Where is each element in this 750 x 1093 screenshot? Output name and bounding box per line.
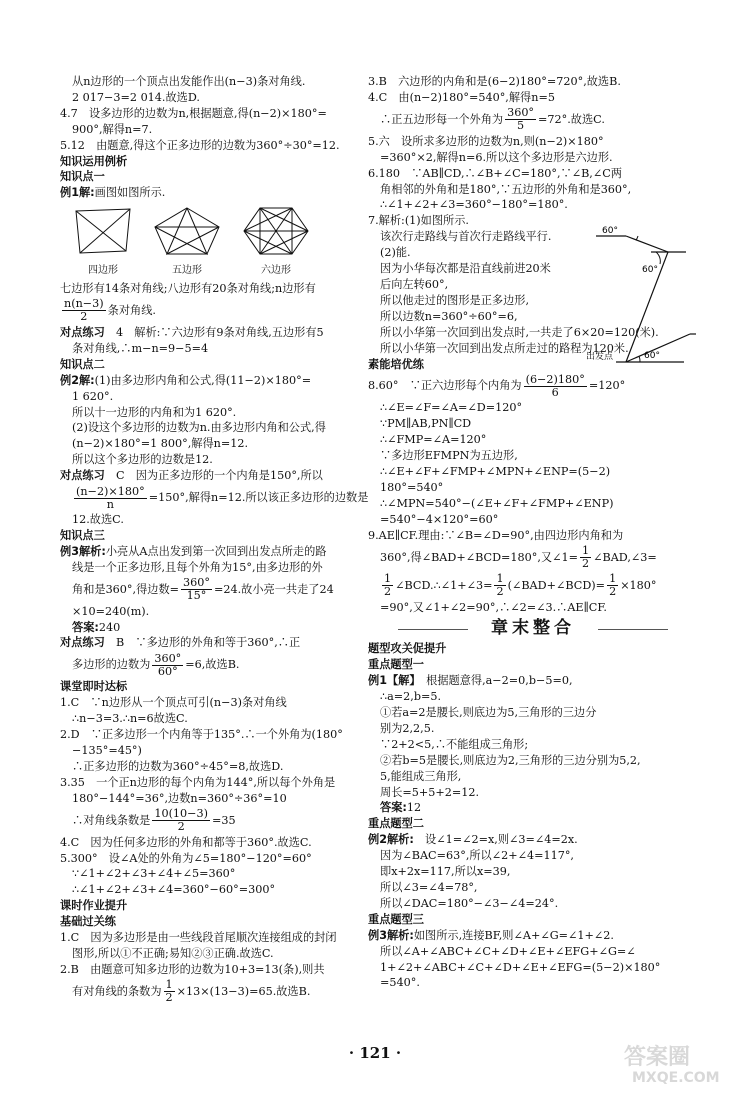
knowledge-point-heading: 知识点一 <box>60 170 105 184</box>
text-line: 设∠1=∠2=x,则∠3=∠4=2x. <box>425 833 578 847</box>
text-line: ∴∠MPN=540°−(∠E+∠F+∠FMP+∠ENP) <box>380 496 614 510</box>
text-line: ×13×(13−3)=65.故选B. <box>176 984 311 998</box>
text-line: 3.35 一个正n边形的每个内角为144°,所以每个外角是 <box>60 775 336 789</box>
practice-label: 对点练习 <box>60 636 105 650</box>
text-line: =24.故小亮一共走了24 <box>213 582 334 596</box>
fraction <box>181 577 212 602</box>
left-column <box>60 74 378 1006</box>
subsection-heading: 重点题型一 <box>368 658 424 672</box>
text-line: 所以∠3=∠4=78°, <box>380 880 478 894</box>
text-line: 从n边形的一个顶点出发能作出(n−3)条对角线. <box>72 75 306 88</box>
page-number: · 121 · <box>348 1044 402 1062</box>
watermark-url: MXQE.COM <box>632 1070 720 1086</box>
text-line: 2.B 由题意可知多边形的边数为10+3=13(条),则共 <box>60 962 325 976</box>
text-line: =35 <box>212 813 236 827</box>
text-line: ∴正多边形的边数为360°÷45°=8,故选D. <box>72 759 284 773</box>
angle-label: 60° <box>602 226 618 236</box>
text-line: 所以十一边形的内角和为1 620°. <box>72 405 237 419</box>
fraction <box>152 653 183 678</box>
text-line: ∴∠1+∠2+∠3+∠4=360°−60°=300° <box>72 883 276 897</box>
figure-quadrilateral <box>72 205 134 279</box>
text-line: ×180° <box>620 578 657 592</box>
text-line: 因为小华每次都是沿直线前进20米 <box>380 262 551 276</box>
text-line: 因为∠BAC=63°,所以∠2+∠4=117°, <box>380 849 574 863</box>
text-line: =120° <box>588 379 626 393</box>
fraction <box>382 573 393 598</box>
fraction-denominator: 2 <box>80 310 88 324</box>
text-line: 所以∠A+∠ABC+∠C+∠D+∠E+∠EFG+∠G=∠ <box>380 944 636 958</box>
text-line: =6,故选B. <box>185 658 240 672</box>
fraction <box>580 545 591 570</box>
figure-hexagon <box>240 205 312 279</box>
text-line: 900°,解得n=7. <box>72 122 153 136</box>
fraction <box>62 298 106 323</box>
text-line: 有对角线的条数为 <box>72 984 162 998</box>
example-label: 例1【解】 <box>368 674 415 688</box>
fraction <box>152 808 210 833</box>
text-line: ×10=240(m). <box>72 604 150 618</box>
fraction-numerator: (6−2)180° <box>525 372 585 386</box>
text-line: 条对角线. <box>107 303 156 317</box>
text-line: 2 017−3=2 014.故选D. <box>72 90 200 104</box>
fraction <box>524 374 587 399</box>
knowledge-point-heading: 知识点二 <box>60 357 105 371</box>
fraction-numerator: 360° <box>183 576 210 590</box>
text-line: 多边形的边数为 <box>72 658 151 672</box>
text-line: ∵PM∥AB,PN∥CD <box>380 417 472 431</box>
angle-label: 60° <box>644 351 660 361</box>
fraction-denominator: 2 <box>177 820 185 834</box>
text-line: 角相邻的外角和是180°,∵五边形的外角和是360°, <box>380 182 632 196</box>
hexagon-diagonals-diagram <box>240 205 312 257</box>
practice-label: 对点练习 <box>60 325 105 339</box>
fraction-denominator: 15° <box>186 589 207 603</box>
answer-label: 答案: <box>380 801 407 815</box>
start-point-label: 出发点 <box>586 352 614 362</box>
example-label: 例3解析: <box>368 928 414 942</box>
text-line: 周长=5+5+2=12. <box>380 785 480 799</box>
polygon-figures <box>72 205 312 279</box>
subsection-heading: 重点题型三 <box>368 912 424 926</box>
answer-value: 240 <box>98 620 121 634</box>
text-line: 1.C 因为多边形是由一些线段首尾顺次连接组成的封闭 <box>60 931 337 945</box>
fraction <box>494 573 505 598</box>
text-line: 所以这个多边形的边数是12. <box>72 453 213 467</box>
text-line: 180°=540° <box>380 480 444 494</box>
section-heading: 知识运用例析 <box>60 154 128 168</box>
text-line: ∴∠E+∠F+∠FMP+∠MPN+∠ENP=(5−2) <box>380 465 611 479</box>
watermark-logo <box>618 1040 728 1086</box>
text-line: 1.C ∵n边形从一个顶点可引(n−3)条对角线 <box>60 696 287 710</box>
knowledge-point-heading: 知识点三 <box>60 528 105 542</box>
subsection-heading: 基础过关练 <box>60 915 116 929</box>
text-line: 七边形有14条对角线;八边形有20条对角线;n边形有 <box>60 282 316 296</box>
figure-caption: 四边形 <box>88 265 118 277</box>
text-line: ∴∠1+∠2+∠3=360°−180°=180°. <box>380 198 568 212</box>
text-line: ∵多边形EFMPN为五边形, <box>380 449 518 463</box>
text-line: 所以∠DAC=180°−∠3−∠4=24°. <box>380 896 559 910</box>
fraction <box>505 107 536 132</box>
text-line: ∠BCD.∴∠1+∠3= <box>395 578 493 592</box>
chapter-title: 章末整合 <box>368 621 698 637</box>
fraction-denominator: 60° <box>157 664 178 678</box>
fraction-denominator: 2 <box>609 585 617 599</box>
text-line: (2)能. <box>380 246 411 260</box>
text-line: 画图如图所示. <box>94 186 166 200</box>
text-line: 6.180 ∵AB∥CD,∴∠B+∠C=180°,∵∠B,∠C两 <box>368 166 622 180</box>
text-line: 5.12 由题意,得这个正多边形的边数为360°÷30°=12. <box>60 138 340 152</box>
fraction-numerator: 10(10−3) <box>154 807 209 821</box>
fraction-denominator: 2 <box>581 557 590 571</box>
text-line: ∴对角线条数是 <box>72 813 151 827</box>
text-line: 根据题意得,a−2=0,b−5=0, <box>426 674 573 688</box>
text-line: ∵2+2<5,∴不能组成三角形; <box>380 737 529 751</box>
right-column <box>368 74 698 991</box>
text-line: (1)由多边形内角和公式,得(11−2)×180°= <box>94 373 312 387</box>
text-line: 360°,得∠BAD+∠BCD=180°,又∠1= <box>380 550 578 564</box>
example-label: 例1解: <box>60 186 95 200</box>
text-line: =90°,又∠1+∠2=90°,∴∠2=∠3.∴AE∥CF. <box>380 600 607 614</box>
fraction-numerator: (n−2)×180° <box>76 484 145 498</box>
text-line: 所以他走过的图形是正多边形, <box>380 293 529 307</box>
example-label: 例2解析: <box>368 833 414 847</box>
text-line: 4.C 由(n−2)180°=540°,解得n=5 <box>368 90 555 104</box>
fraction-denominator: 2 <box>384 585 392 599</box>
subsection-heading: 素能培优练 <box>368 357 424 371</box>
text-line: 8.60° ∵正六边形每个内角为 <box>368 379 522 393</box>
fraction-denominator: 2 <box>496 585 504 599</box>
text-line: 即x+2x=117,所以x=39, <box>380 865 511 879</box>
text-line: 条对角线,∴m−n=9−5=4 <box>72 341 209 355</box>
text-line: 1 620°. <box>72 389 114 403</box>
fraction-numerator: 1 <box>581 544 590 558</box>
text-line: 如图所示,连接BF,则∠A+∠G=∠1+∠2. <box>413 928 614 942</box>
watermark-text: 答案圈 <box>624 1045 691 1070</box>
text-line: =72°.故选C. <box>538 112 605 126</box>
text-line: ∴正五边形每一个外角为 <box>380 112 504 126</box>
fraction <box>164 979 175 1004</box>
text-line: 所以小华第一次回到出发点时,一共走了6×20=120(米). <box>380 325 659 339</box>
text-line: ∴n−3=3.∴n=6故选C. <box>72 712 188 726</box>
text-line: ①若a=2是腰长,则底边为5,三角形的三边分 <box>380 706 597 719</box>
fraction-denominator: 6 <box>551 385 559 399</box>
angle-label: 60° <box>642 265 658 275</box>
fraction-numerator: 1 <box>384 572 392 586</box>
text-line: 180°−144°=36°,边数n=360°÷36°=10 <box>72 791 287 805</box>
text-line: 所以小华第一次回到出发点所走过的路程为120米. <box>380 341 629 355</box>
text-line: 5.六 设所求多边形的边数为n,则(n−2)×180° <box>368 134 604 148</box>
answer-label: 答案: <box>72 620 99 634</box>
text-line: 2.D ∵正多边形一个内角等于135°.∴一个外角为(180° <box>60 728 343 742</box>
text-line: (n−2)×180°=1 800°,解得n=12. <box>72 437 249 451</box>
text-line: 线是一个正多边形,且每个外角为15°,由多边形的外 <box>72 560 323 574</box>
text-line: =360°×2,解得n=6.所以这个多边形是六边形. <box>380 150 613 164</box>
text-line: −135°=45°) <box>72 744 142 757</box>
text-line: 12.故选C. <box>72 513 124 527</box>
text-line: 7.解析:(1)如图所示. <box>368 214 469 228</box>
text-line: 所以边数n=360°÷60°=6, <box>380 309 518 323</box>
text-line: 4.C 因为任何多边形的外角和都等于360°.故选C. <box>60 835 312 849</box>
figure-caption: 六边形 <box>261 265 291 277</box>
text-line: 5.300° 设∠A处的外角为∠5=180°−120°=60° <box>60 851 312 865</box>
text-line: 4 解析:∵六边形有9条对角线,五边形有5 <box>115 325 324 339</box>
text-line: =540°. <box>380 976 420 990</box>
text-line: 小亮从A点出发到第一次回到出发点所走的路 <box>105 544 327 558</box>
text-line: ∴a=2,b=5. <box>380 690 442 704</box>
text-line: B ∵多边形的外角和等于360°,∴正 <box>115 636 301 650</box>
fraction-denominator: n <box>106 497 114 511</box>
fraction-denominator: 2 <box>165 991 173 1005</box>
text-line: ∴∠FMP=∠A=120° <box>380 433 487 447</box>
fraction-numerator: 360° <box>154 651 182 665</box>
text-line: 4.7 设多边形的边数为n,根据题意,得(n−2)×180°= <box>60 106 327 120</box>
fraction-numerator: n(n−3) <box>64 297 104 311</box>
text-line: ∴∠E=∠F=∠A=∠D=120° <box>380 401 523 415</box>
text-line: =150°,解得n=12.所以该正多边形的边数是 <box>148 491 369 505</box>
text-line: 3.B 六边形的内角和是(6−2)180°=720°,故选B. <box>368 75 621 88</box>
fraction-numerator: 1 <box>165 978 173 992</box>
text-line: 9.AE∥CF.理由:∵∠B=∠D=90°,由四边形内角和为 <box>368 528 624 542</box>
text-line: 5,能组成三角形, <box>380 769 462 783</box>
text-line: 1+∠2+∠ABC+∠C+∠D+∠E+∠EFG=(5−2)×180° <box>380 960 661 974</box>
text-line: (2)设这个多边形的边数为n.由多边形内角和公式,得 <box>72 421 326 435</box>
practice-label: 对点练习 <box>60 469 105 483</box>
text-line: ∵∠1+∠2+∠3+∠4+∠5=360° <box>72 867 236 881</box>
quadrilateral-diagonals-diagram <box>72 205 134 257</box>
section-heading: 课时作业提升 <box>60 899 128 913</box>
example-label: 例3解析: <box>60 544 106 558</box>
example-label: 例2解: <box>60 373 95 387</box>
answer-value: 12 <box>406 801 422 815</box>
fraction-denominator: 5 <box>516 119 525 133</box>
fraction <box>74 486 147 511</box>
text-line: (∠BAD+∠BCD)= <box>507 578 606 592</box>
fraction <box>607 573 618 598</box>
text-line: 后向左转60°, <box>380 277 449 291</box>
fraction-numerator: 1 <box>609 572 617 586</box>
text-line: ②若b=5是腰长,则底边为2,三角形的三边分别为5,2, <box>380 753 641 767</box>
pentagon-diagonals-diagram <box>151 205 223 257</box>
figure-pentagon <box>151 205 223 279</box>
section-heading: 题型攻关促提升 <box>368 642 447 656</box>
walking-path-diagram <box>556 222 696 372</box>
text-line: 图形,所以①不正确;易知②③正确.故选C. <box>72 946 274 960</box>
section-heading: 课堂即时达标 <box>60 680 128 694</box>
figure-caption: 五边形 <box>172 265 202 277</box>
fraction-numerator: 1 <box>496 572 504 586</box>
fraction-numerator: 360° <box>507 106 535 120</box>
text-line: 该次行走路线与首次行走路线平行. <box>380 230 552 244</box>
text-line: =540°−4×120°=60° <box>380 512 499 526</box>
text-line: 别为2,2,5. <box>380 721 435 735</box>
text-line: ∠BAD,∠3= <box>593 550 657 564</box>
text-line: 角和是360°,得边数= <box>72 582 180 596</box>
subsection-heading: 重点题型二 <box>368 817 424 831</box>
text-line: C 因为正多边形的一个内角是150°,所以 <box>115 469 323 483</box>
